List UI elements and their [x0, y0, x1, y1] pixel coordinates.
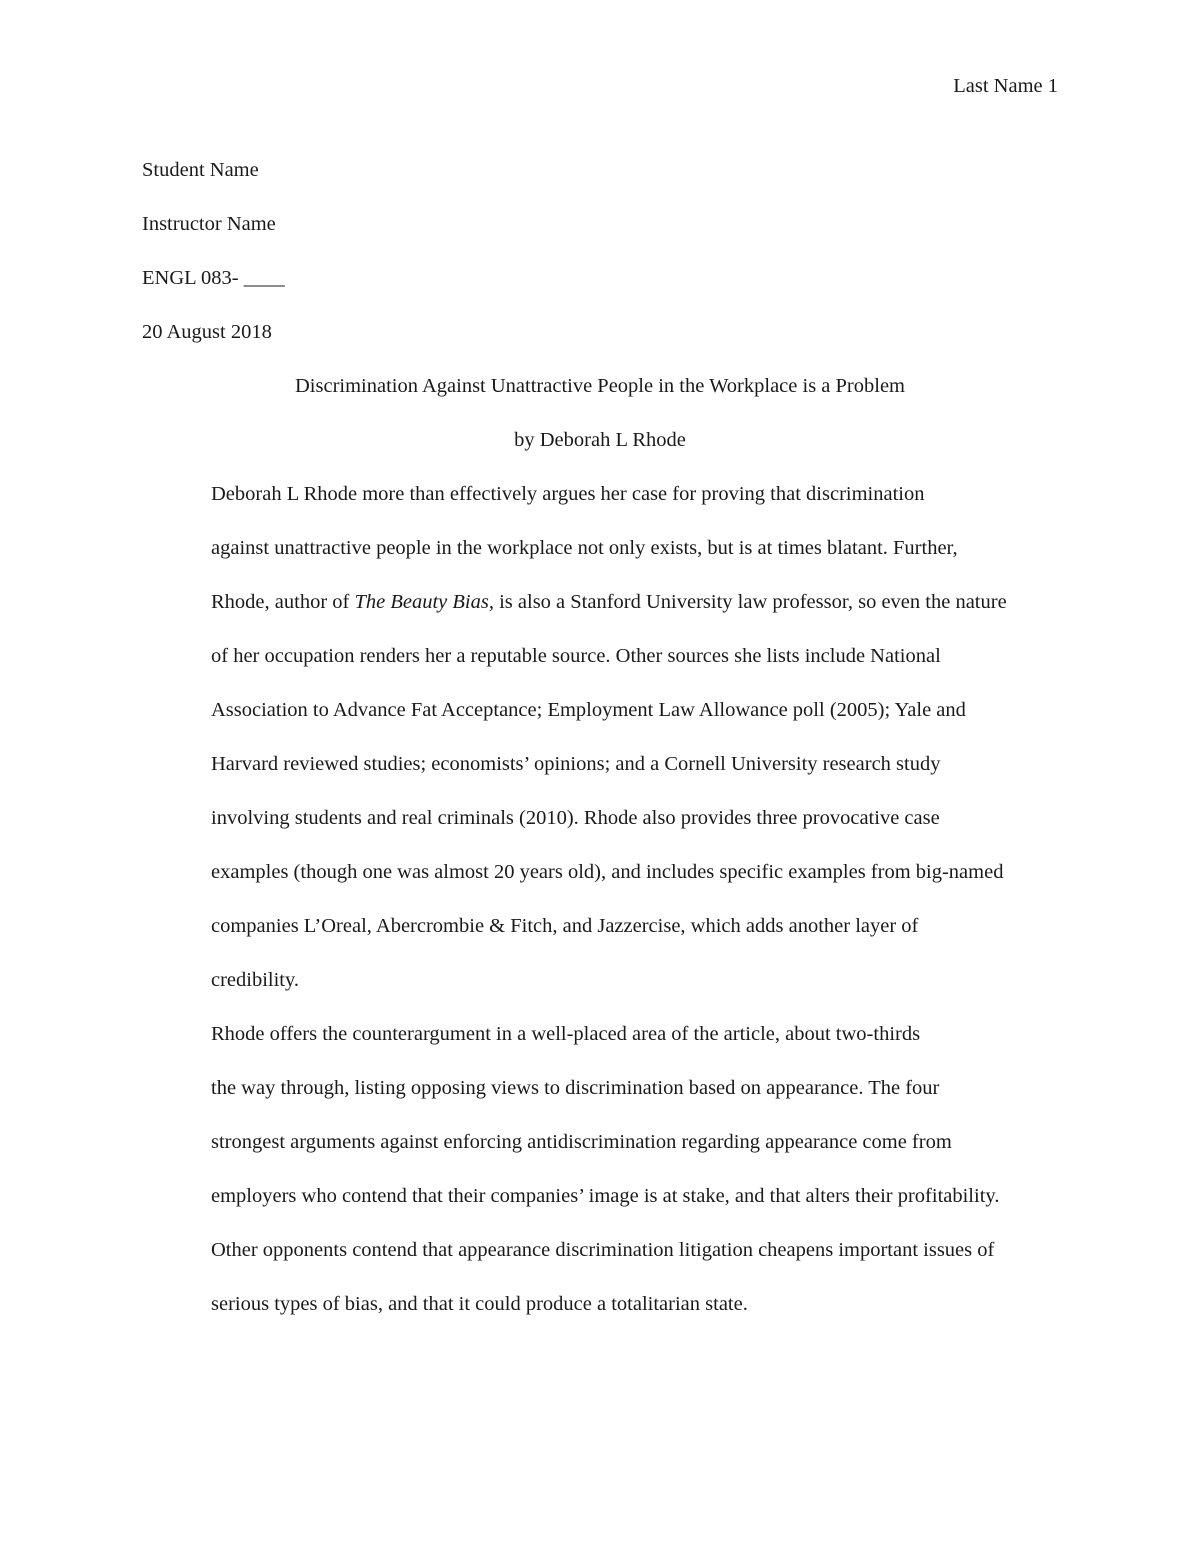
essay-title: Discrimination Against Unattractive People in the Workplace is a Problem [295, 375, 905, 397]
course-name: ENGL 083- ____ [142, 267, 285, 289]
paragraph-2-line: strongest arguments against enforcing antidiscrimination regarding appearance come from [211, 1131, 952, 1153]
paragraph-1 [142, 467, 1058, 1007]
paragraph-2 [142, 1007, 1058, 1331]
document-body [142, 143, 1058, 1331]
paragraph-1-text: is also a Stanford University law professor, so even the nature [493, 591, 1007, 613]
paragraph-1-line: of her occupation renders her a reputable source. Other sources she lists include National [211, 645, 941, 667]
paragraph-1-line: Harvard reviewed studies; economists’ opinions; and a Cornell University research study [211, 753, 941, 775]
paragraph-2-line: serious types of bias, and that it could produce a totalitarian state. [211, 1293, 748, 1315]
paragraph-1-line: involving students and real criminals (2010). Rhode also provides three provocative case [211, 807, 940, 829]
paragraph-1-line: credibility. [211, 969, 300, 991]
paragraph-1-line: companies L’Oreal, Abercrombie & Fitch, and Jazzercise, which adds another layer of [211, 915, 919, 937]
paragraph-2-line: Rhode offers the counterargument in a well-placed area of the article, about two-thirds [211, 1023, 921, 1045]
paragraph-1-line [142, 575, 1058, 629]
paragraph-1-text: Rhode, author of [211, 591, 355, 613]
paragraph-1-line: Deborah L Rhode more than effectively argues her case for proving that discrimination [211, 483, 925, 505]
paragraph-2-line: Other opponents contend that appearance discrimination litigation cheapens important issues of [211, 1239, 995, 1261]
document-date: 20 August 2018 [142, 321, 272, 343]
paragraph-1-line: against unattractive people in the workplace not only exists, but is at times blatant. Further, [211, 537, 958, 559]
student-name: Student Name [142, 159, 259, 181]
paragraph-2-line: the way through, listing opposing views to discrimination based on appearance. The four [211, 1077, 940, 1099]
paragraph-1-line: Association to Advance Fat Acceptance; Employment Law Allowance poll (2005); Yale and [211, 699, 966, 721]
paragraph-2-line: employers who contend that their companies’ image is at stake, and that alters their profitability. [211, 1185, 1000, 1207]
book-title: The Beauty Bias, [354, 591, 494, 613]
instructor-name: Instructor Name [142, 213, 276, 235]
running-head: Last Name 1 [953, 75, 1058, 97]
paragraph-1-line: examples (though one was almost 20 years old), and includes specific examples from big-named [211, 861, 1004, 883]
essay-byline: by Deborah L Rhode [514, 429, 686, 451]
